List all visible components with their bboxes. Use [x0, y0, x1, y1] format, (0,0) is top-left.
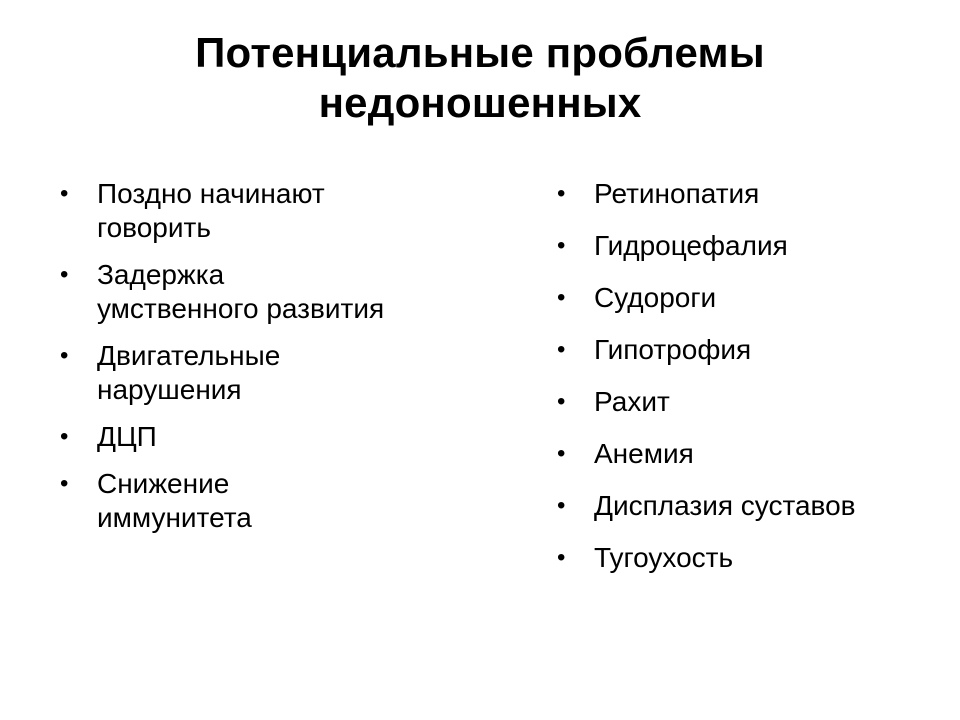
list-item — [557, 437, 937, 471]
bullet-icon: • — [60, 470, 69, 497]
bullet-icon: • — [60, 261, 69, 288]
list-item-text — [97, 177, 460, 245]
list-item-line: иммунитета — [97, 502, 252, 533]
list-item — [557, 229, 937, 263]
list-item-line: ДЦП — [97, 421, 157, 452]
bullet-icon: • — [60, 342, 69, 369]
list-item — [60, 420, 460, 454]
bullet-icon: • — [60, 180, 69, 207]
list-item-line: Дисплазия суставов — [594, 490, 856, 521]
list-item-line: умственного развития — [97, 293, 385, 324]
list-item — [557, 489, 937, 523]
list-item-line: Двигательные — [97, 340, 281, 371]
right-bullet-list — [557, 177, 937, 593]
list-item-text — [97, 339, 460, 407]
bullet-icon: • — [60, 423, 69, 450]
bullet-icon: • — [557, 284, 566, 311]
list-item-line: говорить — [97, 212, 211, 243]
list-item-line: Рахит — [594, 386, 670, 417]
list-item-line: Поздно начинают — [97, 178, 325, 209]
list-item — [557, 541, 937, 575]
list-item-text — [97, 258, 460, 326]
bullet-icon: • — [557, 440, 566, 467]
list-item-line: Тугоухость — [594, 542, 734, 573]
list-item — [60, 258, 460, 326]
list-item — [557, 281, 937, 315]
title-line: недоношенных — [318, 79, 642, 126]
list-item — [557, 177, 937, 211]
bullet-icon: • — [557, 388, 566, 415]
bullet-icon: • — [557, 336, 566, 363]
list-item-line: нарушения — [97, 374, 242, 405]
left-bullet-list — [60, 177, 460, 548]
list-item-line: Задержка — [97, 259, 225, 290]
bullet-icon: • — [557, 232, 566, 259]
list-item-line: Анемия — [594, 438, 694, 469]
list-item — [557, 333, 937, 367]
list-item-line: Гипотрофия — [594, 334, 752, 365]
bullet-icon: • — [557, 180, 566, 207]
list-item — [60, 177, 460, 245]
slide-title — [66, 28, 894, 128]
list-item-text — [97, 467, 460, 535]
list-item-line: Гидроцефалия — [594, 230, 788, 261]
list-item-line: Ретинопатия — [594, 178, 760, 209]
title-line: Потенциальные проблемы — [195, 29, 765, 76]
list-item — [60, 339, 460, 407]
list-item-line: Снижение — [97, 468, 230, 499]
bullet-icon: • — [557, 544, 566, 571]
list-item — [557, 385, 937, 419]
list-item-line: Судороги — [594, 282, 717, 313]
list-item-text — [97, 420, 460, 454]
bullet-icon: • — [557, 492, 566, 519]
list-item — [60, 467, 460, 535]
